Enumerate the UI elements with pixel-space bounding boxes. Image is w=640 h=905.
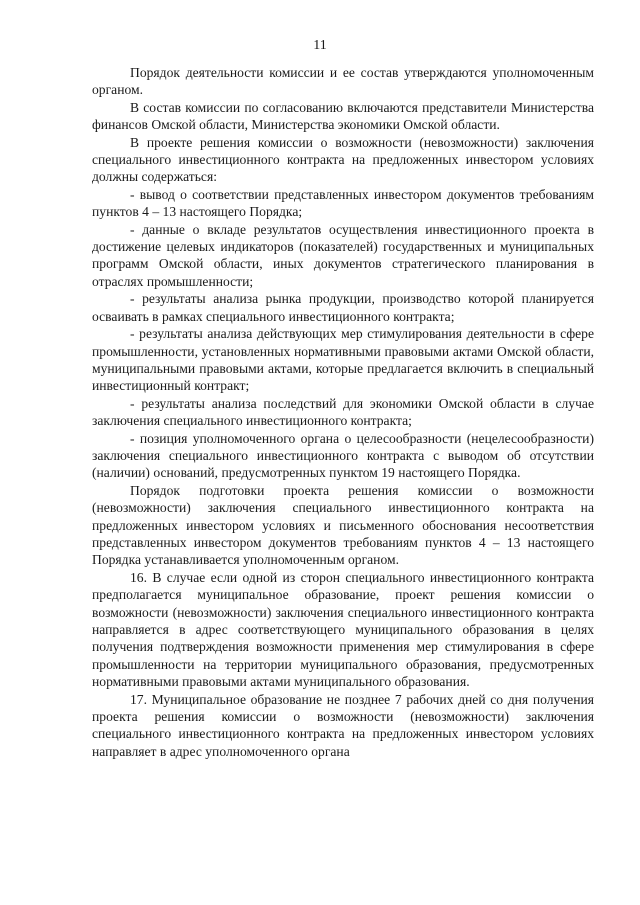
list-item-authority-position: - позиция уполномоченного органа о целесообразности (нецелесообразности) заключения специального инвестиционного контракта с выводом об отсутствии (наличии) оснований, предусмотренных пунктом 19 настоящего Порядка.: [92, 430, 594, 481]
page-number: 11: [313, 38, 327, 53]
paragraph-clause-17: 17. Муниципальное образование не позднее 7 рабочих дней со дня получения проекта решения комиссии о возможности (невозможности) заключения специального инвестиционного контракта на предложенных инвестором условиях направляет в адрес уполномоченного органа: [92, 691, 594, 759]
list-item-incentives-analysis: - результаты анализа действующих мер стимулирования деятельности в сфере промышленности, установленных нормативными правовыми актами Омской области, муниципальными правовыми актами, которые предлагается включить в специальный инвестиционный контракт;: [92, 326, 594, 394]
paragraph-decision-contents: В проекте решения комиссии о возможности (невозможности) заключения специального инвестиционного контракта на предложенных инвестором условиях должны содержаться:: [92, 134, 594, 185]
list-item-economic-consequences: - результаты анализа последствий для экономики Омской области в случае заключения специального инвестиционного контракта;: [92, 395, 594, 429]
paragraph-commission-order: Порядок деятельности комиссии и ее состав утверждаются уполномоченным органом.: [92, 65, 594, 98]
paragraph-clause-16: 16. В случае если одной из сторон специального инвестиционного контракта предполагается муниципальное образование, проект решения комиссии о возможности (невозможности) заключения специального инвестиционного контракта направляется в адрес соответствующего муниципального образования в целях получения подтверждения возможности применения мер стимулирования в сфере промышленности на территории муниципального образования, предусмотренных нормативными правовыми актами муниципального образования.: [92, 569, 594, 690]
list-item-conformity-conclusion: - вывод о соответствии представленных инвестором документов требованиям пунктов 4 – 13 настоящего Порядка;: [92, 186, 594, 220]
list-item-contribution-data: - данные о вкладе результатов осуществления инвестиционного проекта в достижение целевых индикаторов (показателей) государственных и муниципальных программ Омской области, иных документов стратегического планирования в отраслях промышленности;: [92, 221, 594, 289]
paragraph-commission-composition: В состав комиссии по согласованию включаются представители Министерства финансов Омской области, Министерства экономики Омской области.: [92, 99, 594, 133]
paragraph-preparation-order: Порядок подготовки проекта решения комиссии о возможности (невозможности) заключения специального инвестиционного контракта на предложенных инвестором условиях и письменного обоснования несоответствия представленных инвестором документов требованиям пунктов 4 – 13 настоящего Порядка устанавливается уполномоченным органом.: [92, 482, 594, 568]
list-item-market-analysis: - результаты анализа рынка продукции, производство которой планируется осваивать в рамках специального инвестиционного контракта;: [92, 291, 594, 324]
document-body: [92, 64, 594, 760]
